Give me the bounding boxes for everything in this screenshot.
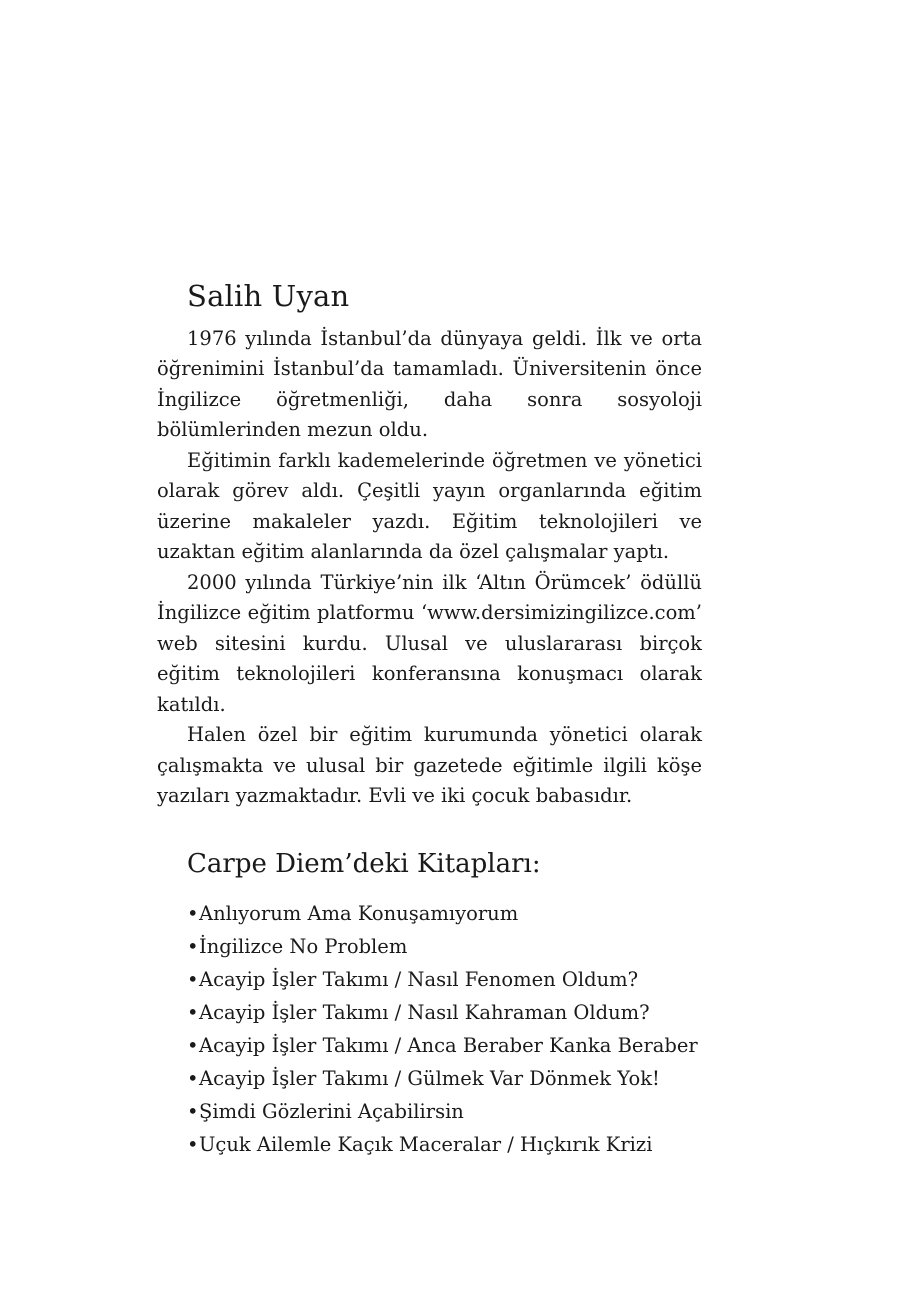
- book-list-item: [187, 930, 702, 963]
- bio-paragraph: 2000 yılında Türkiye’nin ilk ‘Altın Örümcek’ ödüllü İngilizce eğitim platformu ‘www.dersimizingilizce.com’ web sitesini kurdu. Ulusal ve uluslararası birçok eğitim teknolojileri konferansına konuşmacı olarak katıldı.: [157, 570, 702, 716]
- book-list-item: [187, 1095, 702, 1128]
- book-list-item: [187, 1029, 702, 1062]
- book-list-item: [187, 963, 702, 996]
- bullet-icon: •: [187, 935, 199, 959]
- book-list-item: [187, 897, 702, 930]
- author-name: Salih Uyan: [187, 279, 350, 313]
- book-title: Uçuk Ailemle Kaçık Maceralar / Hıçkırık Krizi: [199, 1133, 653, 1157]
- bullet-icon: •: [187, 902, 199, 926]
- author-page: [157, 278, 702, 1161]
- bullet-icon: •: [187, 1001, 199, 1025]
- bullet-icon: •: [187, 1133, 199, 1157]
- book-title: Acayip İşler Takımı / Nasıl Kahraman Oldum?: [199, 1001, 650, 1025]
- book-title: Acayip İşler Takımı / Anca Beraber Kanka Beraber: [199, 1034, 698, 1058]
- book-title: İngilizce No Problem: [199, 935, 408, 959]
- book-list-item: [187, 1128, 702, 1161]
- bullet-icon: •: [187, 1067, 199, 1091]
- book-title: Acayip İşler Takımı / Gülmek Var Dönmek Yok!: [199, 1067, 660, 1091]
- book-title: Şimdi Gözlerini Açabilirsin: [199, 1100, 464, 1124]
- bio-paragraph: Halen özel bir eğitim kurumunda yönetici olarak çalışmakta ve ulusal bir gazetede eğitimle ilgili köşe yazıları yazmaktadır. Evli ve iki çocuk babasıdır.: [157, 723, 702, 808]
- book-list: [187, 897, 702, 1161]
- author-biography: [157, 324, 702, 812]
- bio-paragraph: Eğitimin farklı kademelerinde öğretmen ve yönetici olarak görev aldı. Çeşitli yayın organlarında eğitim üzerine makaleler yazdı. Eğitim teknolojileri ve uzaktan eğitim alanlarında da özel çalışmalar yaptı.: [157, 448, 702, 564]
- bullet-icon: •: [187, 968, 199, 992]
- bullet-icon: •: [187, 1034, 199, 1058]
- book-title: Acayip İşler Takımı / Nasıl Fenomen Oldum?: [199, 968, 639, 992]
- book-title: Anlıyorum Ama Konuşamıyorum: [199, 902, 519, 926]
- bio-paragraph: 1976 yılında İstanbul’da dünyaya geldi. İlk ve orta öğrenimini İstanbul’da tamamladı. Üniversitenin önce İngilizce öğretmenliği, daha sonra sosyoloji bölümlerinden mezun oldu.: [157, 326, 702, 442]
- bullet-icon: •: [187, 1100, 199, 1124]
- book-list-item: [187, 1062, 702, 1095]
- books-heading: Carpe Diem’deki Kitapları:: [187, 848, 541, 879]
- book-list-item: [187, 996, 702, 1029]
